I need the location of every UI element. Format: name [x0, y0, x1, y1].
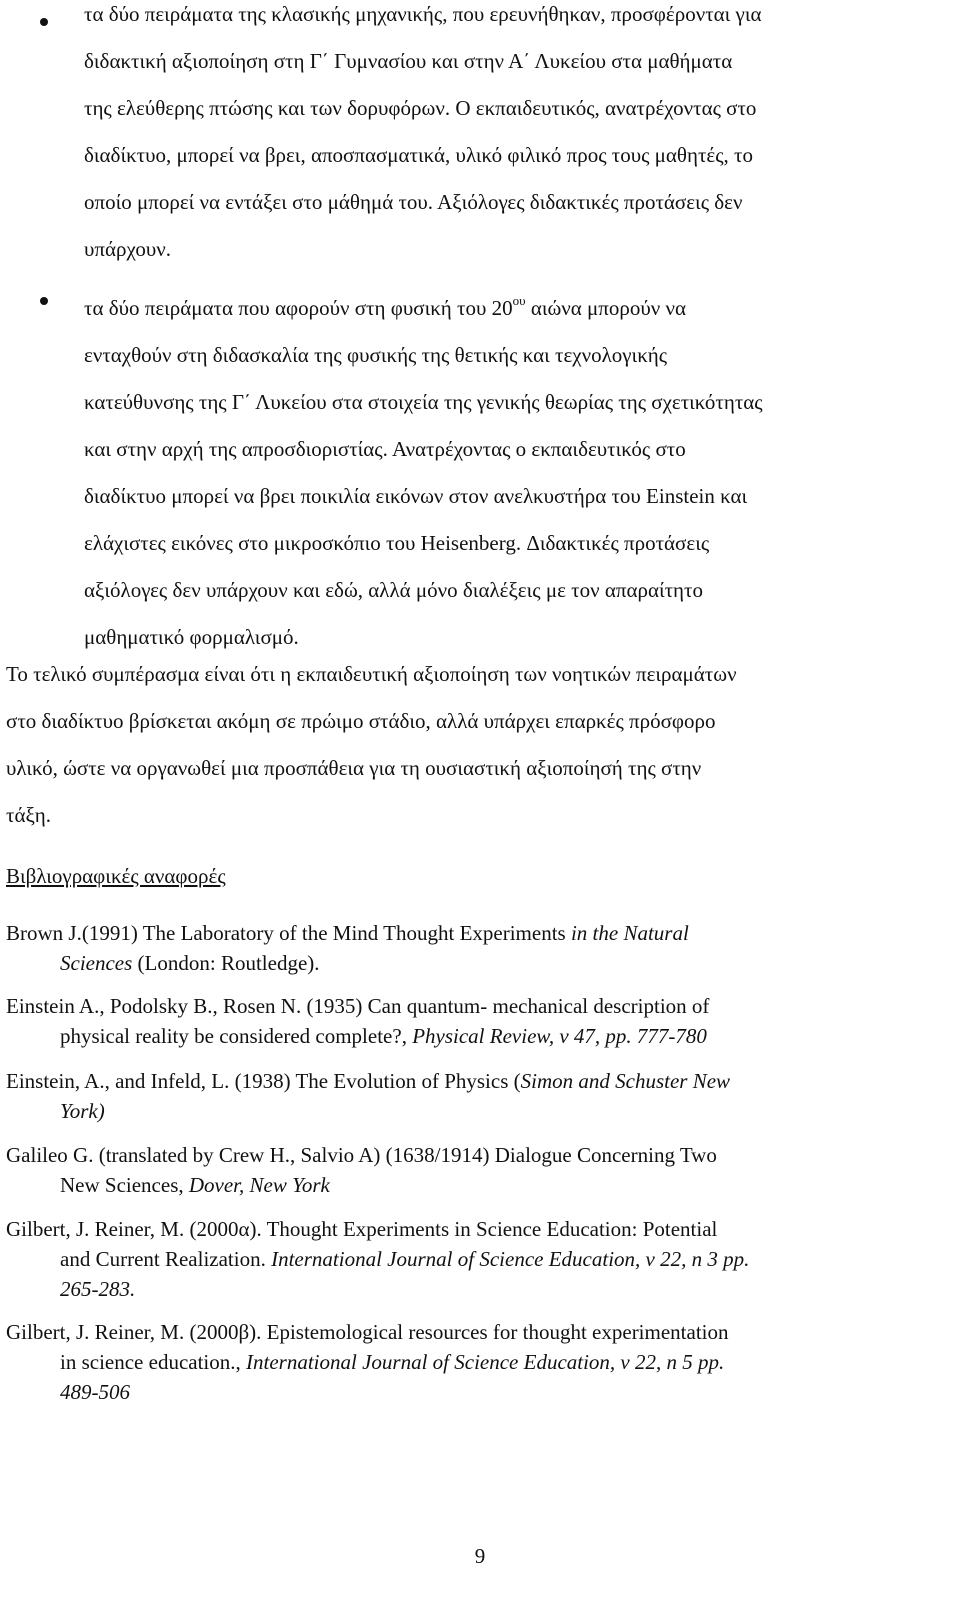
conclusion-paragraph	[6, 651, 950, 839]
text-segment: in science education.,	[60, 1350, 247, 1374]
text-segment: physical reality be considered complete?,	[60, 1024, 413, 1048]
reference-item	[6, 1214, 950, 1304]
italic-segment: Simon and Schuster New	[520, 1069, 731, 1093]
text-line: μαθηματικό φορμαλισμό.	[84, 625, 299, 649]
text-line: διδακτική αξιοποίηση στη Γ΄ Γυμνασίου και στην Α΄ Λυκείου στα μαθήματα	[84, 49, 733, 73]
text-line: υλικό, ώστε να οργανωθεί μια προσπάθεια για τη ουσιαστική αξιοποίησή της στην	[6, 756, 702, 780]
text-line: κατεύθυνσης της Γ΄ Λυκείου στα στοιχεία της γενικής θεωρίας της σχετικότητας	[84, 390, 763, 414]
text-line: οποίο μπορεί να εντάξει στο μάθημά του. Αξιόλογες διδακτικές προτάσεις δεν	[84, 190, 743, 214]
text-line: ελάχιστες εικόνες στο μικροσκόπιο του Heisenberg. Διδακτικές προτάσεις	[84, 531, 710, 555]
text-line	[6, 1021, 950, 1051]
text-line: ενταχθούν στη διδασκαλία της φυσικής της θετικής και τεχνολογικής	[84, 343, 668, 367]
text-line: Gilbert, J. Reiner, M. (2000β). Epistemological resources for thought experimentation	[6, 1320, 729, 1344]
reference-item	[6, 991, 950, 1051]
reference-item	[6, 1066, 950, 1126]
text-line: τάξη.	[6, 803, 52, 827]
italic-segment: Dover, New York	[188, 1173, 330, 1197]
text-line: τα δύο πειράματα της κλασικής μηχανικής, που ερευνήθηκαν, προσφέρονται για	[84, 2, 762, 26]
text-line: Galileo G. (translated by Crew H., Salvio A) (1638/1914) Dialogue Concerning Two	[6, 1143, 717, 1167]
text-line: της ελεύθερης πτώσης και των δορυφόρων. Ο εκπαιδευτικός, ανατρέχοντας στο	[84, 96, 757, 120]
text-line	[6, 1347, 950, 1377]
text-line	[6, 1096, 950, 1126]
text-segment: New Sciences,	[60, 1173, 189, 1197]
reference-item	[6, 1317, 950, 1407]
text-line: διαδίκτυο, μπορεί να βρει, αποσπασματικά, υλικό φιλικό προς τους μαθητές, το	[84, 143, 753, 167]
text-line: στο διαδίκτυο βρίσκεται ακόμη σε πρώιμο στάδιο, αλλά υπάρχει επαρκές πρόσφορο	[6, 709, 716, 733]
text-line: αξιόλογες δεν υπάρχουν και εδώ, αλλά μόνο διαλέξεις με τον απαραίτητο	[84, 578, 703, 602]
superscript: ου	[512, 293, 526, 308]
bullet-icon	[40, 297, 48, 305]
italic-segment: International Journal of Science Education, v 22, n 5 pp.	[246, 1350, 725, 1374]
text-segment: Einstein, A., and Infeld, L. (1938) The Evolution of Physics (	[6, 1069, 521, 1093]
bullet-text	[84, 277, 954, 661]
text-line	[6, 948, 950, 978]
text-segment: αιώνα μπορούν να	[525, 296, 687, 320]
italic-segment: Sciences	[60, 951, 133, 975]
text-line	[6, 1066, 950, 1096]
page-number: 9	[474, 1544, 486, 1568]
italic-segment: International Journal of Science Education, v 22, n 3 pp.	[271, 1247, 750, 1271]
text-line	[6, 918, 950, 948]
text-segment: and Current Realization.	[60, 1247, 272, 1271]
text-line: Το τελικό συμπέρασμα είναι ότι η εκπαιδευτική αξιοποίηση των νοητικών πειραμάτων	[6, 662, 737, 686]
text-segment: (London: Routledge).	[132, 951, 320, 975]
bullet-icon	[40, 18, 48, 26]
text-line: διαδίκτυο μπορεί να βρει ποικιλία εικόνων στον ανελκυστήρα του Einstein και	[84, 484, 748, 508]
text-line: 265-283.	[60, 1277, 136, 1301]
text-line: Einstein A., Podolsky B., Rosen N. (1935) Can quantum- mechanical description of	[6, 994, 710, 1018]
text-segment: Brown J.(1991) The Laboratory of the Mind Thought Experiments	[6, 921, 571, 945]
italic-segment: in the Natural	[570, 921, 689, 945]
reference-item	[6, 1140, 950, 1200]
bibliography-heading: Βιβλιογραφικές αναφορές	[6, 864, 226, 888]
text-line: 489-506	[60, 1380, 130, 1404]
italic-segment: York)	[60, 1099, 105, 1123]
italic-segment: Physical Review, v 47, pp. 777-780	[412, 1024, 707, 1048]
text-line	[6, 1170, 950, 1200]
text-line	[6, 1244, 950, 1274]
reference-item	[6, 918, 950, 978]
text-segment: τα δύο πειράματα που αφορούν στη φυσική του 20	[84, 296, 513, 320]
text-line	[84, 277, 954, 332]
bullet-text	[84, 0, 954, 273]
text-line: Gilbert, J. Reiner, M. (2000α). Thought Experiments in Science Education: Potential	[6, 1217, 718, 1241]
text-line: και στην αρχή της απροσδιοριστίας. Ανατρέχοντας ο εκπαιδευτικός στο	[84, 437, 686, 461]
text-line: υπάρχουν.	[84, 237, 171, 261]
